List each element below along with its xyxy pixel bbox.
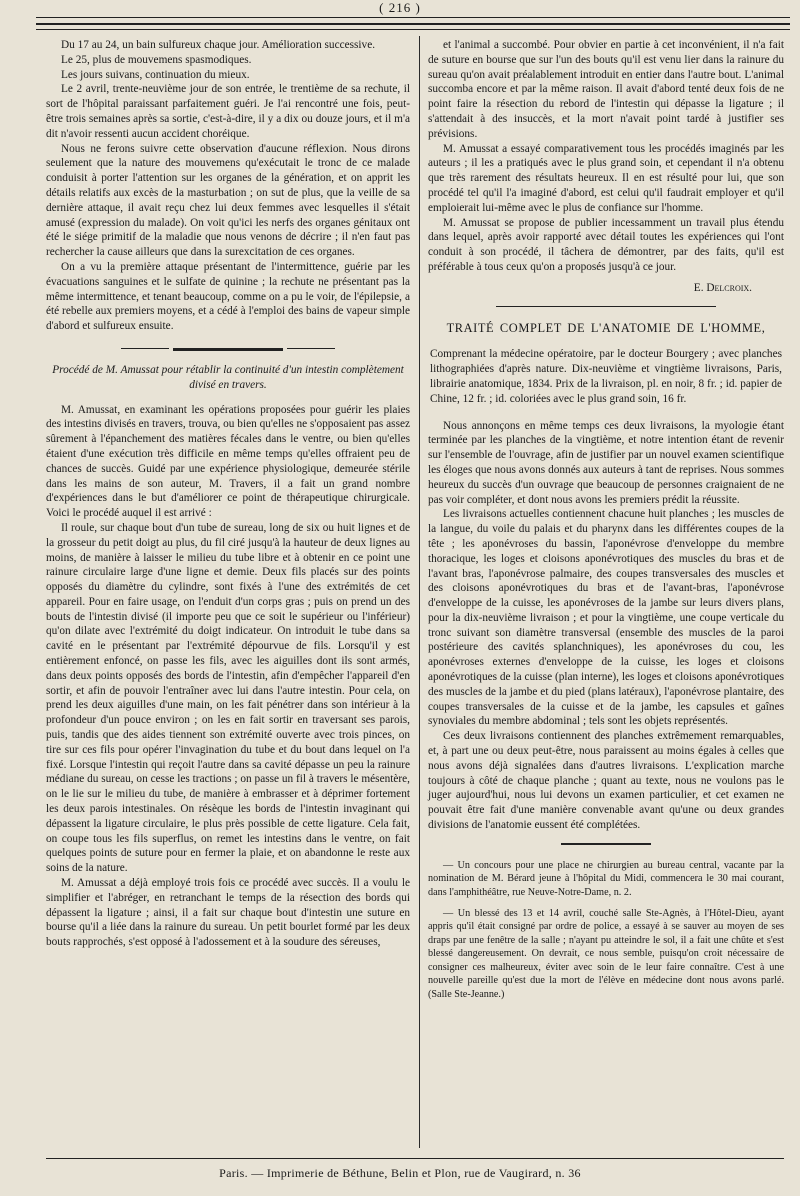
body-paragraph: Il roule, sur chaque bout d'un tube de sureau, long de six ou huit lignes et de la grosseur du petit doigt au plus, du fil ciré jusqu'à la hauteur de deux lignes au moins, de manière à laisser le milieu du tube libre et à obtenir en ce point une rainure circulaire large d'une ligne et demie. Deux fils placés sur des points opposés du diamètre du cylindre, sont fixés à l'une des extrémités de cet appareil. Pour en faire usage, on l'enduit d'un corps gras ; puis on prend un des bouts de l'intestin divisé (il importe peu que ce soit le supérieur ou l'inférieur) qu'on dilate avec l'extrémité du doigt indicateur. On introduit le tube dans sa cavité en le présentant par l'extrémité dépourvue de fils. Lorsqu'il y est entièrement enfoncé, on passe les fils, avec les aiguilles dont ils sont armés, dans deux points opposés des bords de l'intestin, afin d'empêcher l'appareil d'en sortir, et afin de pouvoir l'entraîner avec lui dans l'autre intestin. Pour cela, on prend les deux aiguilles d'une main, on les fait pénétrer dans son intérieur à la profondeur d'un pouce environ ; on les en fait sortir en traversant ses parois, puis, tandis que des aides tiennent son extrémité ouverte avec trois pinces, on tire sur ces fils pour opérer l'invagination du tube et du bout dans lequel on l'a fixé. Lorsque l'intestin qui reçoit l'autre dans sa cavité dépasse un peu la rainure médiane du sureau, on cesse les tractions ; on passe un fil à travers le mésentère, on le lie sur le milieu du tube, de manière à embrasser et à déprimer fortement les deux parois intestinales. On résèque les bords de l'intestin invaginant qui dépassent la ligature circulaire, le plus près possible de cette ligature. Cela fait, on coupe tous les fils superflus, on remet les intestins dans le ventre, on fait quelques points de suture pour en fermer la plaie, et on abandonne le reste aux soins de la nature. <box>46 521 410 875</box>
body-paragraph: Ces deux livraisons contiennent des planches extrêmement remarquables, et, à part une ou deux peut-être, nous paraissent au moins égales à celles que nous avons déjà signalées dans d'autres livraisons. L'explication marche toujours à côté de chaque planche ; quant au texte, nous ne voulons pas le juger aujourd'hui, nous lui devons un examen particulier, et cet examen ne pouvait être fait d'une manière convenable avant qu'une ou deux grandes divisions de l'anatomie eussent été complétées. <box>428 730 784 832</box>
page-number: ( 216 ) <box>379 0 421 15</box>
body-paragraph: Les jours suivans, continuation du mieux. <box>61 68 250 81</box>
right-column <box>428 38 784 1001</box>
left-column <box>46 38 410 950</box>
body-paragraph: Le 25, plus de mouvemens spasmodiques. <box>61 53 252 66</box>
printer-imprint: Paris. — Imprimerie de Béthune, Belin et Plon, rue de Vaugirard, n. 36 <box>219 1166 581 1180</box>
body-paragraph: Les livraisons actuelles contiennent chacune huit planches ; les muscles de la langue, du voile du palais et du pharynx dans les différentes coupes de la tête ; les aponévroses du bassin, l'aponévrose d'enveloppe du membre thoracique, les loges et cloisons aponévrotiques des muscles du bras et de l'avant bras, l'aponévrose palmaire, des coupes transversales des muscles et des cloisons aponévrotiques du bras et de l'avant-bras, l'aponévrose d'enveloppe de la cuisse, les aponévroses de la jambe sur leurs divers plans, pour la dix-neuvième livraison ; et pour la vingtième, une coupe verticale du tronc suivant son diamètre transversal (ensemble des muscles de la paroi postérieure des cavités splanchniques), les aponévroses du cou, les aponévroses externes d'enveloppe de la cuisse, les loges et cloisons aponévrotiques de la cuisse (plan interne), les loges et cloisons aponévrotiques des muscles de la jambe et du pied (plans latéraux), l'aponévrose plantaire, des coupes transversales de la cuisse et de la jambe, les capsules et gaînes synoviales du membre abdominal ; tels sont les objets représentés. <box>428 508 784 728</box>
column-divider <box>419 36 420 1148</box>
header-rule <box>36 29 790 30</box>
bibliographic-note: Comprenant la médecine opératoire, par le docteur Bourgery ; avec planches lithographiées d'après nature. Dix-neuvième et vingtième livraisons, Paris, librairie anatomique, 1834. Prix de la livraison, pl. en noir, 8 fr. ; id. papier de Chine, 12 fr. ; id. coloriées avec le plus grand soin, 16 fr. <box>430 348 782 405</box>
news-item: — Un concours pour une place ne chirurgien au bureau central, vacante par la nomination de M. Bérard jeune à l'hôpital du Midi, commencera le 30 mai courant, dans l'amphithéâtre, rue Neuve-Notre-Dame, n. 2. <box>428 859 784 898</box>
body-paragraph: et l'animal a succombé. Pour obvier en partie à cet inconvénient, il n'a fait de suture en bourse que sur l'un des bouts qu'il est venu lier dans la rainure du sureau qu'on avait préalablement introduit en entier dans l'autre bout. L'animal succomba encore et par la même raison. Il avait d'abord tenté deux fois de ne point faire la résection du rebord de l'intestin qui dépasse la ligature ; il s'attendait à des insuccès, et la mort n'avait point tardé à justifier ses prévisions. <box>428 39 784 140</box>
body-paragraph: Nous annonçons en même temps ces deux livraisons, la myologie étant terminée par les planches de la vingtième, et notre intention étant de revenir sur l'ensemble de l'ouvrage, afin de justifier par un nouvel examen scientifique les éloges que nous avons donnés aux auteurs à tant de reprises. Nous sommes heureux du succès d'un ouvrage que beaucoup de personnes craignaient de ne pas voir compléter, et dont nous avons les premiers prédit la réussite. <box>428 419 784 506</box>
section-ornament <box>46 334 410 361</box>
body-paragraph: M. Amussat a essayé comparativement tous les procédés imaginés par les auteurs ; il les a pratiqués avec le plus grand soin, et cependant il n'a obtenu que très rarement des résultats heureux. Il en est résulté pour lui, que son procédé tel qu'il l'a imaginé d'abord, est celui qu'il faudrait employer et qu'il emploierait lui-même avec le plus de confiance sur l'homme. <box>428 142 784 214</box>
header-rule <box>36 17 790 18</box>
section-rule <box>496 306 716 307</box>
body-paragraph: M. Amussat a déjà employé trois fois ce procédé avec succès. Il a voulu le simplifier et l'abréger, en retranchant le temps de la résection des bords qui dépassent la ligature ; ainsi, il a fait sur chaque bout d'intestin une suture en bourse qu'il a liée dans la rainure du sureau. Un petit bourlet formé par les deux bouts rapprochés, s'est opposé à l'adossement et à la soudure des séreuses, <box>46 877 410 949</box>
author-signature: E. Delcroix. <box>693 281 752 294</box>
body-paragraph: Le 2 avril, trente-neuvième jour de son entrée, le trentième de sa rechute, il sort de l'hôpital paraissant parfaitement guéri. Je l'ai rencontré une fois, peut-être trois semaines après sa sortie, c'est-à-dire, il y a dix ou douze jours, et il m'a dit n'avoir ressenti aucun accident choréique. <box>46 83 410 140</box>
body-paragraph: On a vu la première attaque présentant de l'intermittence, guérie par les évacuations sanguines et le sulfate de quinine ; la rechute ne présentant pas la même intermittence, et tenant beaucoup, comme on a pu le voir, de l'épilepsie, a été rebelle aux premiers moyens, et a cédé à l'emploi des bains de vapeur simple d'abord et sulfureux ensuite. <box>46 260 410 333</box>
header-rule <box>36 23 790 25</box>
body-paragraph: Nous ne ferons suivre cette observation d'aucune réflexion. Nous dirons seulement que la nature des mouvemens qu'exécutait le tronc de ce malade conduisit à porter l'attention sur les organes de la génération, et on apprit les détails relatifs aux excès de la masturbation ; on sut de plus, que la veille de sa dernière attaque, il avait reçu chez lui deux femmes avec lesquelles il s'était amusé (expression du malade). On voit qu'ici les nerfs des organes génitaux ont été le siége primitif de la maladie que nous venons de décrire ; il n'en faut pas rechercher la cause ailleurs que dans la surexcitation de ces organes. <box>46 142 410 259</box>
body-paragraph: M. Amussat se propose de publier incessamment un travail plus étendu dans lequel, après avoir rapporté avec détail toutes les expériences qui l'ont conduit à son procédé, il tâchera de démontrer, par des faits, qu'il est préférable à tous ceux qu'on a proposés jusqu'à ce jour. <box>428 216 784 273</box>
news-separator <box>561 843 651 845</box>
footer-rule <box>46 1158 784 1159</box>
section-title: Procédé de M. Amussat pour rétablir la continuité d'un intestin complètement divisé en travers. <box>52 363 404 391</box>
news-item: — Un blessé des 13 et 14 avril, couché salle Ste-Agnès, à l'Hôtel-Dieu, ayant appris qu'il était consigné par ordre de police, a essayé à se sauver au moyen de ses draps par une fenêtre de la salle ; n'ayant pu atteindre le sol, il a fait une chûte et s'est blessé dangereusement. On devrait, ce nous semble, puisqu'on croit nécessaire de consigner ces malheureux, éviter avec soin de le leur faire connaître. C'est à une nouvelle pareille qu'est due la mort de l'élève en médecine dont nous avons parlé. (Salle Ste-Jeanne.) <box>428 908 784 1000</box>
body-paragraph: Du 17 au 24, un bain sulfureux chaque jour. Amélioration successive. <box>61 39 376 51</box>
article-title: TRAITÉ COMPLET DE L'ANATOMIE DE L'HOMME, <box>446 320 766 335</box>
body-paragraph: M. Amussat, en examinant les opérations proposées pour guérir les plaies des intestins divisés en travers, trouva, ou bien qu'elles ne s'opposaient pas assez sûrement à l'épanchement des matières fécales dans le ventre, ou bien qu'elles étaient d'une exécution très difficile en même temps qu'elles offraient peu de chances de succès. Guidé par une expérience physiologique, demeurée stérile dans les mains de son auteur, M. Travers, il a fait un grand nombre d'expériences dans le but d'améliorer ce point de thérapeutique chirurgicale. Voici le procédé auquel il est arrivé : <box>46 403 410 520</box>
